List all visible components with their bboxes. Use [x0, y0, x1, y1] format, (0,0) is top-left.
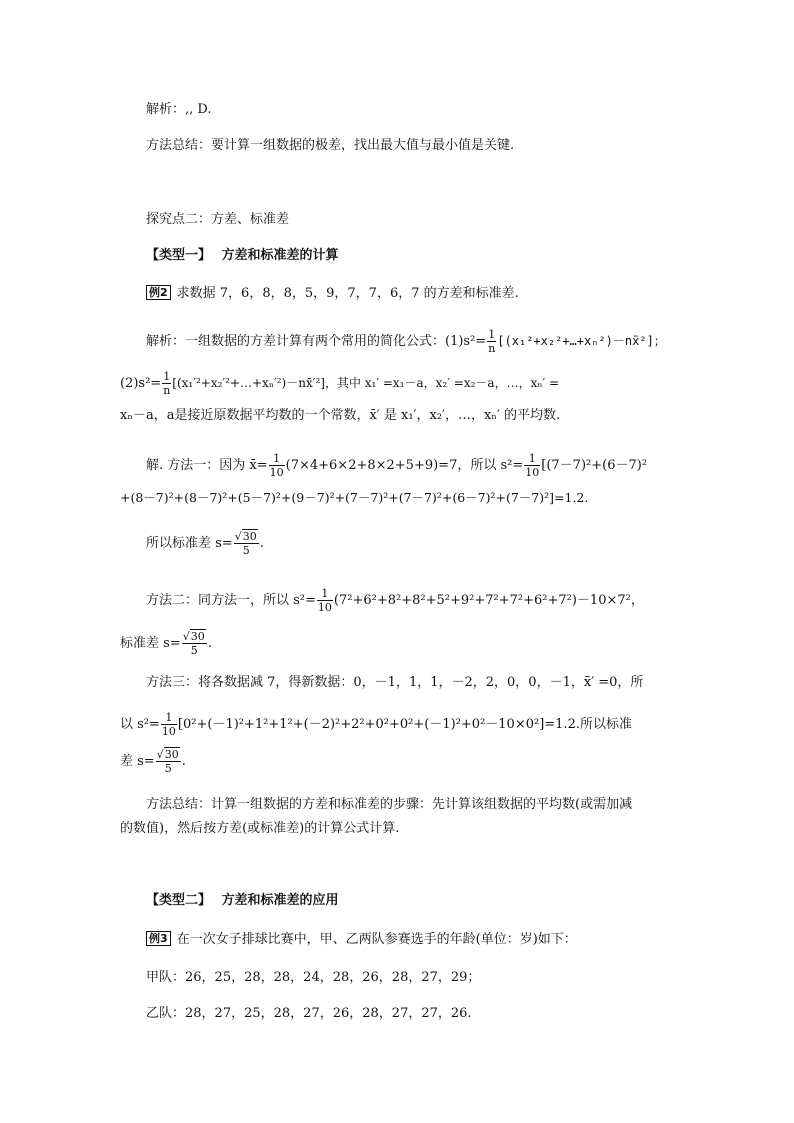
analysis-text: 解析：,, D. — [146, 102, 212, 117]
fraction — [234, 530, 259, 557]
team-b-text: 乙队：28，27，25，28，27，26，28，27，27，26. — [146, 1006, 472, 1021]
solution-method-3 — [146, 674, 643, 692]
solution-text: . — [259, 536, 264, 551]
fraction — [487, 328, 496, 355]
formula-text: xₙ－a，a是接近原数据平均数的一个常数，x̄′ 是 x₁′，x₂′，…，xₙ′ 的平均数. — [120, 408, 561, 423]
type-title: 方差和标准差的应用 — [221, 893, 339, 908]
example-text: 求数据 7，6，8，8，5，9，7，7，6，7 的方差和标准差. — [176, 286, 519, 301]
analysis-formula-3 — [120, 407, 560, 425]
solution-text: 方法三：将各数据减 7，得新数据：0，－1，1，1，－2，2，0，0，－1，x̄′ =0，所 — [146, 675, 644, 690]
example-text: 在一次女子排球比赛中，甲、乙两队参赛选手的年龄(单位：岁)如下： — [176, 932, 577, 947]
std-dev-line-2 — [120, 630, 212, 657]
fraction — [182, 630, 207, 657]
solution-text: [0²+(－1)²+1²+1²+(－2)²+2²+0²+0²+(－1)²+0²－10×0²]=1.2.所以标准 — [177, 717, 632, 732]
method-summary-2-cont — [120, 820, 399, 838]
radicand: 30 — [164, 748, 179, 761]
fraction — [162, 370, 171, 397]
sqrt-expression: √30 — [156, 748, 179, 761]
solution-method-1 — [146, 452, 647, 479]
std-dev-line-3 — [120, 748, 186, 775]
solution-text: [(7－7)²+(6－7)² — [541, 458, 648, 473]
fraction-denominator: 5 — [182, 643, 207, 657]
solution-text: 以 s²= — [120, 717, 160, 732]
fraction-denominator: 10 — [525, 466, 540, 479]
team-b-ages — [146, 1005, 472, 1023]
solution-text: . — [207, 636, 212, 651]
fraction-denominator: 10 — [269, 466, 284, 479]
fraction-numerator: 1 — [528, 452, 536, 465]
fraction-denominator: 5 — [156, 761, 181, 775]
team-a-ages — [146, 969, 480, 987]
example-badge: 例2 — [146, 285, 171, 300]
sqrt-expression: √30 — [234, 530, 257, 543]
solution-text: (7²+6²+8²+8²+5²+9²+7²+7²+6²+7²)－10×7²， — [333, 593, 644, 608]
fraction-denominator: 5 — [234, 543, 259, 557]
type-two-heading — [146, 892, 339, 910]
example-3-line — [146, 931, 577, 949]
formula-text: [(x₁²+x₂²+…+xₙ²)－nx̄²]； — [497, 334, 666, 348]
std-dev-line-1 — [146, 530, 264, 557]
method-summary-2 — [146, 796, 632, 814]
analysis-line-1 — [146, 101, 212, 119]
fraction-numerator: 1 — [165, 711, 173, 724]
radicand: 30 — [190, 630, 205, 643]
fraction — [156, 748, 181, 775]
type-tag: 【类型二】 — [146, 893, 212, 908]
solution-text: (7×4+6×2+8×2+5+9)=7，所以 s²= — [285, 458, 524, 473]
formula-text: 解析：一组数据的方差计算有两个常用的简化公式：(1)s²= — [146, 334, 487, 349]
section-heading — [146, 211, 289, 229]
fraction — [317, 587, 333, 614]
example-badge: 例3 — [146, 931, 171, 946]
fraction — [524, 452, 540, 479]
summary-text: 方法总结：计算一组数据的方差和标准差的步骤：先计算该组数据的平均数(或需加减 — [146, 797, 633, 812]
fraction — [269, 452, 285, 479]
solution-text: 所以标准差 s= — [146, 536, 233, 551]
formula-text: [(x₁′²+x₂′²+…+xₙ′²)－nx̄′²]，其中 x₁′ =x₁－a，x₂′ =x₂－a，…，xₙ′ = — [172, 376, 560, 390]
sqrt-expression: √30 — [182, 630, 205, 643]
solution-text: 方法二：同方法一，所以 s²= — [146, 593, 316, 608]
type-tag: 【类型一】 — [146, 248, 212, 263]
solution-text: 解. 方法一：因为 x̄= — [146, 458, 268, 473]
team-a-text: 甲队：26，25，28，28，24，28，26，28，27，29； — [146, 970, 481, 985]
formula-text: (2)s²= — [120, 376, 162, 391]
fraction-denominator: 10 — [161, 725, 176, 738]
fraction-denominator: n — [163, 384, 171, 397]
fraction-numerator: 1 — [273, 452, 281, 465]
fraction-numerator: 1 — [488, 328, 496, 341]
type-title: 方差和标准差的计算 — [221, 248, 339, 263]
solution-method-1-cont — [120, 489, 588, 508]
solution-method-2 — [146, 587, 644, 614]
analysis-formula-2 — [120, 370, 559, 397]
summary-text: 的数值)，然后按方差(或标准差)的计算公式计算. — [120, 821, 400, 836]
solution-text: . — [181, 754, 186, 769]
radicand: 30 — [242, 530, 257, 543]
solution-method-3-cont — [120, 711, 632, 738]
method-summary-1 — [146, 137, 514, 155]
example-2-line — [146, 285, 519, 303]
fraction-numerator: 1 — [163, 370, 171, 383]
section-title: 探究点二：方差、标准差 — [146, 212, 290, 227]
solution-text: 差 s= — [120, 754, 155, 769]
solution-text: 标准差 s= — [120, 636, 181, 651]
summary-text: 方法总结：要计算一组数据的极差，找出最大值与最小值是关键. — [146, 138, 515, 153]
fraction-denominator: n — [488, 342, 496, 355]
fraction — [161, 711, 177, 738]
solution-text: +(8－7)²+(8－7)²+(5－7)²+(9－7)²+(7－7)²+(7－7)²+(6－7)²+(7－7)²]=1.2. — [120, 490, 589, 505]
fraction-numerator: 1 — [321, 587, 329, 600]
analysis-formula-1 — [146, 328, 666, 355]
fraction-denominator: 10 — [317, 601, 332, 614]
type-one-heading — [146, 247, 339, 265]
